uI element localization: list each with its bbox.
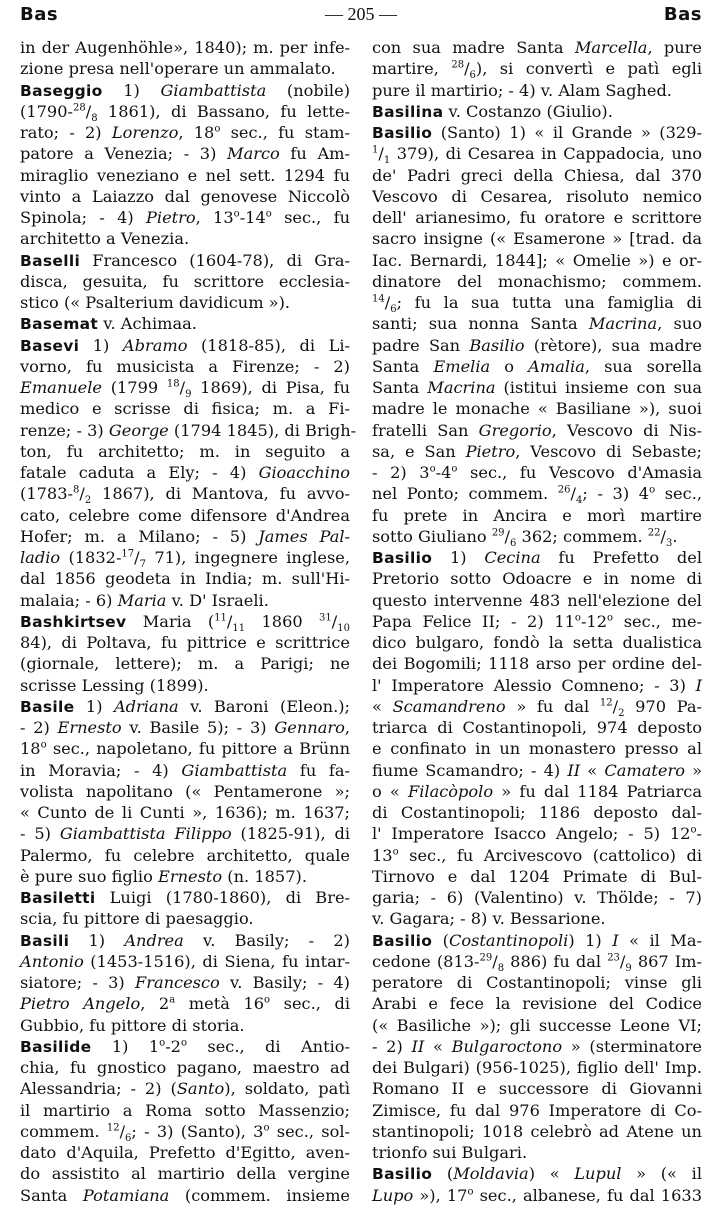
text-line: fiume Scamandro; - 4) II « Camatero » xyxy=(372,760,702,780)
text-line: è pure suo figlio Ernesto (n. 1857). xyxy=(20,866,307,886)
text-line: dell' arianesimo, fu oratore e scrittore xyxy=(372,208,702,227)
text-line: ($1783-^8/_2$ 1867), di Mantova, fu avvo- xyxy=(20,484,350,507)
left-column xyxy=(20,37,357,1206)
text-line: disca, gesuita, fu scrittore ecclesia- xyxy=(20,271,350,291)
text-line: questo intervenne 483 nell'elezione del xyxy=(372,590,702,610)
text-line: santi; sua nonna Santa Macrina, suo xyxy=(372,314,702,334)
text-line: Basilio 1) Cecina fu Prefetto del xyxy=(372,548,703,567)
text-line: 18$^o$ sec., napoletano, fu pittore a Brünn xyxy=(20,739,350,759)
text-line: Bashkirtsev Maria ($^{11}/_{11}$ 1860 $^{31}/_{10}$ xyxy=(20,611,350,634)
text-line: (giornale, lettere); m. a Parigi; ne xyxy=(20,654,350,674)
text-line: fratelli San Gregorio, Vescovo di Nis- xyxy=(372,420,702,440)
text-line: l' Imperatore Isacco Angelo; - 5) 12$^o$- xyxy=(372,824,702,844)
text-line: 84), di Poltava, fu pittrice e scrittrice xyxy=(20,633,350,652)
text-line: Palermo, fu celebre architetto, quale xyxy=(20,845,350,865)
text-line: dei Bogomili; 1118 arso per ordine del- xyxy=(372,654,702,674)
text-line: stantinopoli; 1018 celebrò ad Atene un xyxy=(372,1121,702,1141)
text-line: Arabi e fece la revisione del Codice xyxy=(372,994,702,1014)
text-line: - 2) Ernesto v. Basile 5); - 3) Gennaro, xyxy=(20,718,351,737)
text-line: dinatore del monachismo; commem. xyxy=(372,271,702,291)
text-line: Pietro Angelo, 2$^a$ metà 16$^o$ sec., di xyxy=(20,994,351,1014)
text-line: Vescovo di Cesarea, risoluto nemico xyxy=(372,186,702,206)
text-line: zione presa nell'operare un ammalato. xyxy=(20,59,336,79)
running-header xyxy=(20,2,702,26)
text-line: v. Gagara; - 8) v. Bessarione. xyxy=(372,909,606,929)
text-line: pure il martirio; - 4) v. Alam Saghed. xyxy=(372,80,672,100)
text-line: - 2) II « Bulgaroctono » (sterminatore xyxy=(372,1036,702,1056)
text-line: e confinato in un monastero presso al xyxy=(372,739,702,759)
text-line: scrisse Lessing (1899). xyxy=(20,675,209,695)
text-line: martire, $^{28}/_6$), si convertì e patì egli xyxy=(372,59,702,82)
page-number: — 205 — xyxy=(325,3,397,24)
text-line: Papa Felice II; - 2) 11$^o$-12$^o$ sec., me- xyxy=(372,611,703,631)
text-line: volista napolitano (« Pentamerone »; xyxy=(20,781,350,801)
text-line: fu prete in Ancira e morì martire xyxy=(372,505,702,525)
text-line: dato d'Aquila, Prefetto d'Egitto, aven- xyxy=(20,1143,350,1162)
text-line: madre le monache « Basiliane »), suoi xyxy=(372,399,702,419)
text-line: Basilina v. Costanzo (Giulio). xyxy=(372,101,613,121)
text-line: « Cunto de li Cunti », 1636); m. 1637; xyxy=(20,803,350,822)
text-line: vorno, fu musicista a Firenze; - 2) xyxy=(20,356,350,376)
text-line: sotto Giuliano $^{29}/_6$ 362; commem. $^{22}/_3$. xyxy=(372,526,678,549)
text-line: patore a Venezia; - 3) Marco fu Am- xyxy=(20,144,350,164)
text-line: ton, fu architetto; m. in seguito a xyxy=(20,441,350,461)
text-line: Basili 1) Andrea v. Basily; - 2) xyxy=(20,930,351,950)
text-line: Basilio (Santo) 1) « il Grande » (329- xyxy=(372,123,702,142)
text-line: Basevi 1) Abramo (1818-85), di Li- xyxy=(20,335,350,355)
text-line: fatale caduta a Ely; - 4) Gioacchino xyxy=(20,463,350,482)
text-line: Hofer; m. a Milano; - 5) James Pal- xyxy=(20,526,351,546)
text-line: in Moravia; - 4) Giambattista fu fa- xyxy=(20,760,351,780)
text-line: padre San Basilio (rètore), sua madre xyxy=(372,335,702,355)
text-line: ($1790-^{28}/_8$ 1861), di Bassano, fu lette- xyxy=(20,101,350,124)
text-line: dico bulgaro, fondò la setta dualistica xyxy=(372,633,702,652)
text-line: con sua madre Santa Marcella, pure xyxy=(372,38,702,57)
text-line: malaia; - 6) Maria v. D' Israeli. xyxy=(20,590,269,610)
text-line: - 5) Giambattista Filippo (1825-91), di xyxy=(20,824,350,844)
text-line: dei Bulgari) (956-1025), figlio dell' Imp. xyxy=(372,1058,702,1077)
text-line: Basiletti Luigi (1780-1860), di Bre- xyxy=(20,888,350,907)
text-line: de' Padri greci della Chiesa, dal 370 xyxy=(372,165,702,185)
header-right-word: Bas xyxy=(663,3,702,25)
text-line: ladio ($1832-^{17}/_7$ 71), ingegnere inglese, xyxy=(20,548,350,571)
text-line: siatore; - 3) Francesco v. Basily; - 4) xyxy=(20,973,350,992)
text-line: il martirio a Roma sotto Massenzio; xyxy=(20,1100,350,1120)
text-line: chia, fu gnostico pagano, maestro ad xyxy=(20,1058,350,1077)
header-left-word: Bas xyxy=(20,3,59,25)
text-line: renze; - 3) George (1794 1845), di Brigh- xyxy=(20,420,357,440)
text-line: Basilide 1) 1$^o$-2$^o$ sec., di Antio- xyxy=(20,1036,350,1056)
text-line: Spinola; - 4) Pietro, 13$^o$-14$^o$ sec., fu xyxy=(20,208,351,227)
text-line: Baseggio 1) Giambattista (nobile) xyxy=(20,80,351,100)
text-line: Zimisce, fu dal 976 Imperatore di Co- xyxy=(372,1100,702,1120)
text-line: vinto a Laiazzo dal genovese Niccolò xyxy=(20,186,350,206)
text-line: triarca di Costantinopoli, 974 deposto xyxy=(372,718,702,737)
text-line: in der Augenhöhle», 1840); m. per infe- xyxy=(20,38,350,57)
text-line: commem. $^{12}/_6$; - 3) (Santo), 3$^o$ sec., sol- xyxy=(20,1121,350,1144)
text-line: Antonio (1453-1516), di Siena, fu intar- xyxy=(20,951,350,971)
text-line: do assistito al martirio della vergine xyxy=(20,1164,350,1184)
column-gutter xyxy=(354,30,355,1130)
text-line: Tirnovo e dal 1204 Primate di Bul- xyxy=(372,866,702,886)
text-line: Pretorio sotto Odoacre e in nome di xyxy=(372,569,702,589)
right-column xyxy=(372,37,702,1206)
text-line: Basile 1) Adriana v. Baroni (Eleon.); xyxy=(20,696,350,716)
text-line: (« Basiliche »); gli successe Leone VI; xyxy=(372,1015,702,1035)
text-line: Baselli Francesco (1604-78), di Gra- xyxy=(20,250,350,270)
text-line: Santa Emelia o Amalia, sua sorella xyxy=(372,356,702,376)
text-line: di Costantinopoli; 1186 deposto dal- xyxy=(372,803,702,822)
text-line: miraglio veneziano e nel sett. 1294 fu xyxy=(20,165,350,185)
text-line: sa, e San Pietro, Vescovo di Sebaste; xyxy=(372,441,702,461)
text-line: trionfo sui Bulgari. xyxy=(372,1143,528,1162)
text-line: nel Ponto; commem. $^{26}/_4$; - 3) 4$^o$ sec., xyxy=(372,484,702,507)
text-line: stico (« Psalterium davidicum »). xyxy=(20,293,291,312)
text-line: cato, celebre come difensore d'Andrea xyxy=(20,505,350,525)
text-line: - 2) 3$^o$-4$^o$ sec., fu Vescovo d'Amasia xyxy=(372,463,702,482)
text-line: Lupo »), 17$^o$ sec., albanese, fu dal 1633 xyxy=(372,1185,702,1205)
text-line: Iac. Bernardi, 1844]; « Omelie ») e or- xyxy=(372,250,702,270)
text-line: o « Filacòpolo » fu dal 1184 Patriarca xyxy=(372,781,702,801)
text-line: cedone ($813-^{29}/_8$ 886) fu dal $^{23}/_9$ 867 Im- xyxy=(372,951,703,974)
text-line: Alessandria; - 2) (Santo), soldato, patì xyxy=(20,1079,351,1099)
text-line: « Scamandreno » fu dal $^{12}/_2$ 970 Pa- xyxy=(372,696,702,719)
text-line: $^{14}/_6$; fu la sua tutta una famiglia di xyxy=(372,293,702,316)
text-line: Basemat v. Achimaa. xyxy=(20,314,197,334)
text-line: Romano II e successore di Giovanni xyxy=(372,1079,702,1099)
text-line: Basilio (Moldavia) « Lupul » (« il xyxy=(372,1164,702,1184)
text-line: architetto a Venezia. xyxy=(20,229,190,249)
text-line: Santa Macrina (istitui insieme con sua xyxy=(372,378,703,397)
text-line: Basilio (Costantinopoli) 1) I « il Ma- xyxy=(372,930,702,950)
text-line: scia, fu pittore di paesaggio. xyxy=(20,909,254,929)
text-line: l' Imperatore Alessio Comneno; - 3) I xyxy=(372,675,702,695)
text-line: $^1/_1$ 379), di Cesarea in Cappadocia, uno xyxy=(372,144,702,167)
text-line: medico e scrisse di fisica; m. a Fi- xyxy=(20,399,350,419)
text-line: peratore di Costantinopoli; vinse gli xyxy=(372,973,702,992)
text-line: garia; - 6) (Valentino) v. Thölde; - 7) xyxy=(372,888,702,907)
text-line: dal 1856 geodeta in India; m. sull'Hi- xyxy=(20,569,350,589)
text-line: 13$^o$ sec., fu Arcivescovo (cattolico) di xyxy=(372,845,702,865)
text-line: Gubbio, fu pittore di storia. xyxy=(20,1015,245,1035)
text-line: Santa Potamiana (commem. insieme xyxy=(20,1185,351,1205)
text-line: Emanuele (1799 $^{18}/_9$ 1869), di Pisa, fu xyxy=(20,378,350,401)
text-line: rato; - 2) Lorenzo, 18$^o$ sec., fu stam- xyxy=(20,123,350,142)
text-line: sacro insigne (« Esamerone » [trad. da xyxy=(372,229,702,249)
